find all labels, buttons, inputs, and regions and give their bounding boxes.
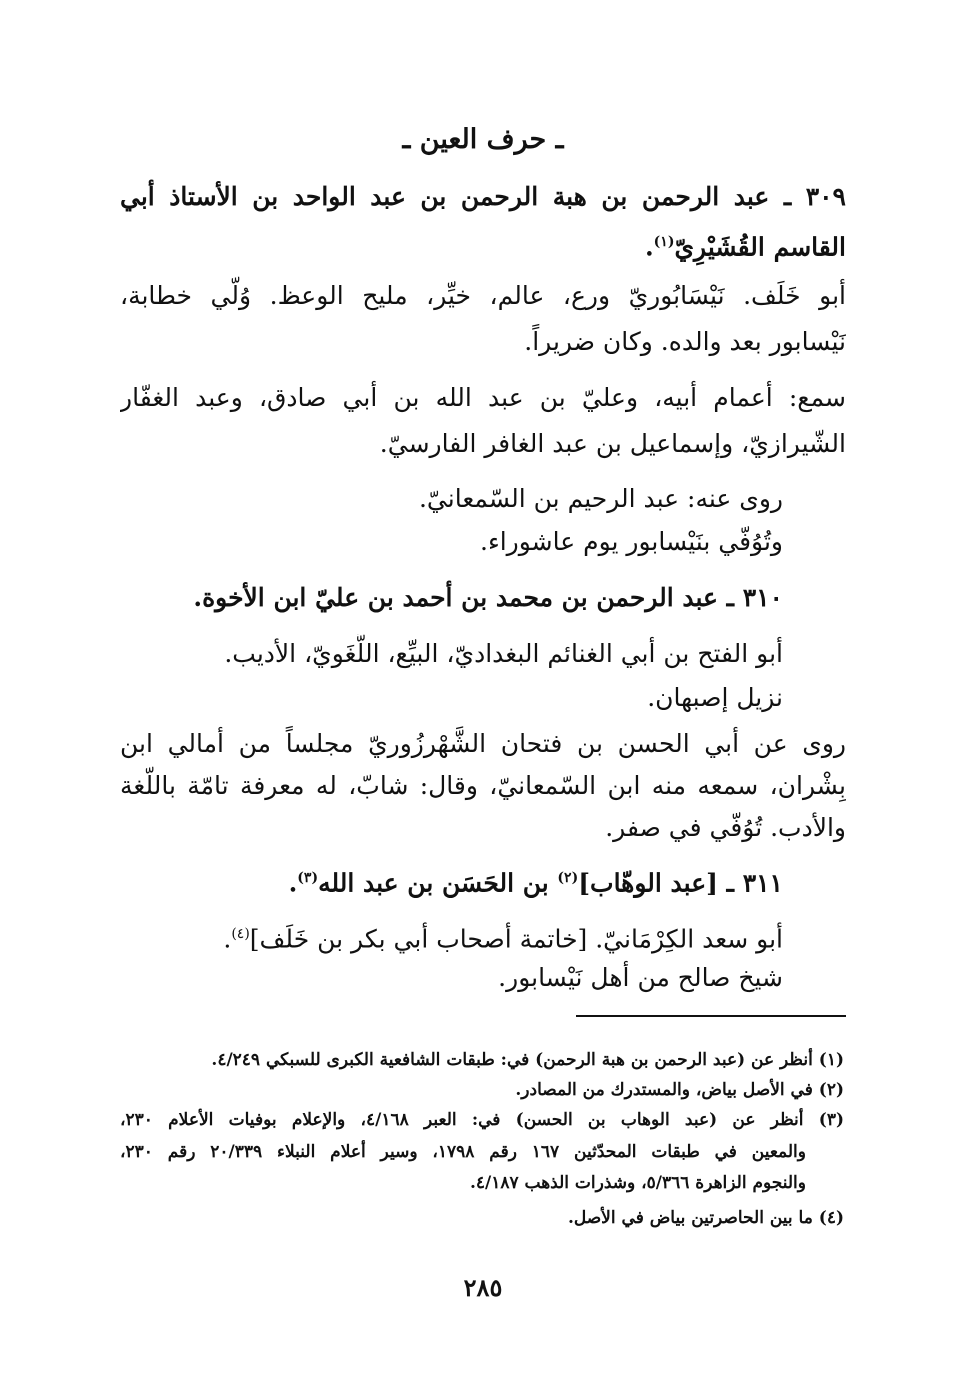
entry-309-para-4: وتُوُفّي بنَيْسابور يوم عاشوراء. <box>480 527 783 556</box>
entry-311-para-1-text: أبو سعد الكِرْمَانيّ. [خاتمة أصحاب أبي بكر بن خَلَف] <box>249 924 783 954</box>
entry-311-para-1-end: . <box>223 924 232 954</box>
entry-309-para-1-line-1: أبو خَلَف. نَيْسَابُوريّ ورع، عالم، خيِّر، مليح الوعظ. وُلّي خطابة، <box>120 281 846 310</box>
footnote-3-line-2: والمعين في طبقات المحدّثين ١٦٧ رقم ١٧٩٨، وسير أعلام النبلاء ٢٠/٣٣٩ رقم ٢٣٠، <box>120 1142 806 1162</box>
entry-309-para-1-line-2: نَيْسابور بعد والده. وكان ضريراً. <box>524 327 846 356</box>
footnote-ref-2[interactable]: (٢) <box>557 870 579 886</box>
entry-311-heading-part-2: بن الحَسَن بن عبد الله <box>318 868 558 898</box>
entry-311-para-1 <box>120 914 783 959</box>
entry-311-heading-end: . <box>288 868 298 898</box>
entry-310-para-3-line-1: روى عن أبي الحسن بن فتحان الشَّهْرزُوريّ مجلساً من أمالي ابن <box>120 729 846 758</box>
entry-311-heading <box>120 858 783 903</box>
entry-310-para-2: نزيل إصبهان. <box>647 683 783 712</box>
entry-310-para-3-line-2: بِشْران، سمعه منه ابن السّمعانيّ، وقال: شابّ، له معرفة تامّة باللّغة <box>120 771 846 800</box>
entry-310-heading: ٣١٠ ـ عبد الرحمن بن محمد بن أحمد بن عليّ ابن الأخوة. <box>193 583 783 612</box>
entry-309-heading-line-1: ٣٠٩ ـ عبد الرحمن بن هبة الرحمن بن عبد الواحد بن الأستاذ أبي <box>120 182 846 211</box>
entry-309-para-2-line-1: سمع: أعمام أبيه، وعليّ بن عبد الله بن أبي صادق، وعبد الغفّار <box>120 383 846 412</box>
entry-310-para-1: أبو الفتح بن أبي الغنائم البغداديّ، البيِّع، اللُّغَويّ، الأديب. <box>224 639 783 668</box>
page-number: ٢٨٥ <box>463 1273 503 1302</box>
entry-309-heading-text: القاسم القُشَيْرِيّ <box>674 232 846 262</box>
entry-309-heading-line-2 <box>120 222 846 267</box>
entry-310-para-3-line-3: والأدب. تُوُفّي في صفر. <box>605 813 846 842</box>
entry-309-para-2-line-2: الشّيرازيّ، وإسماعيل بن عبد الغافر الفارسيّ. <box>379 429 846 458</box>
footnote-ref-3[interactable]: (٣) <box>297 870 319 886</box>
entry-309-heading-end: . <box>644 232 654 262</box>
footnote-1: (١) أنظر عن (عبد الرحمن بن هبة الرحمن) في: طبقات الشافعية الكبرى للسبكي ٤/٢٤٩. <box>211 1050 844 1070</box>
footnote-ref-4[interactable]: (٤) <box>231 926 250 942</box>
footnote-4: (٤) ما بين الحاصرتين بياض في الأصل. <box>567 1208 844 1228</box>
footnote-divider <box>576 1015 846 1017</box>
entry-309-para-3: روى عنه: عبد الرحيم بن السّمعانيّ. <box>418 484 783 513</box>
footnote-3-line-3: والنجوم الزاهرة ٥/٣٦٦، وشذرات الذهب ٤/١٨٧. <box>469 1173 806 1193</box>
page-title: ـ حرف العين ـ <box>402 124 564 155</box>
footnote-ref-1[interactable]: (١) <box>653 234 675 250</box>
footnote-2: (٢) في الأصل بياض، والمستدرك من المصادر. <box>515 1080 844 1100</box>
entry-311-heading-part-1: ٣١١ ـ [عبد الوهّاب] <box>578 868 783 898</box>
entry-311-para-2: شيخ صالح من أهل نَيْسابور. <box>498 963 783 992</box>
footnote-3-line-1: (٣) أنظر عن (عبد الوهاب بن الحسن) في: العبر ٤/١٦٨، والإعلام بوفيات الأعلام ٢٣٠، <box>120 1110 844 1130</box>
